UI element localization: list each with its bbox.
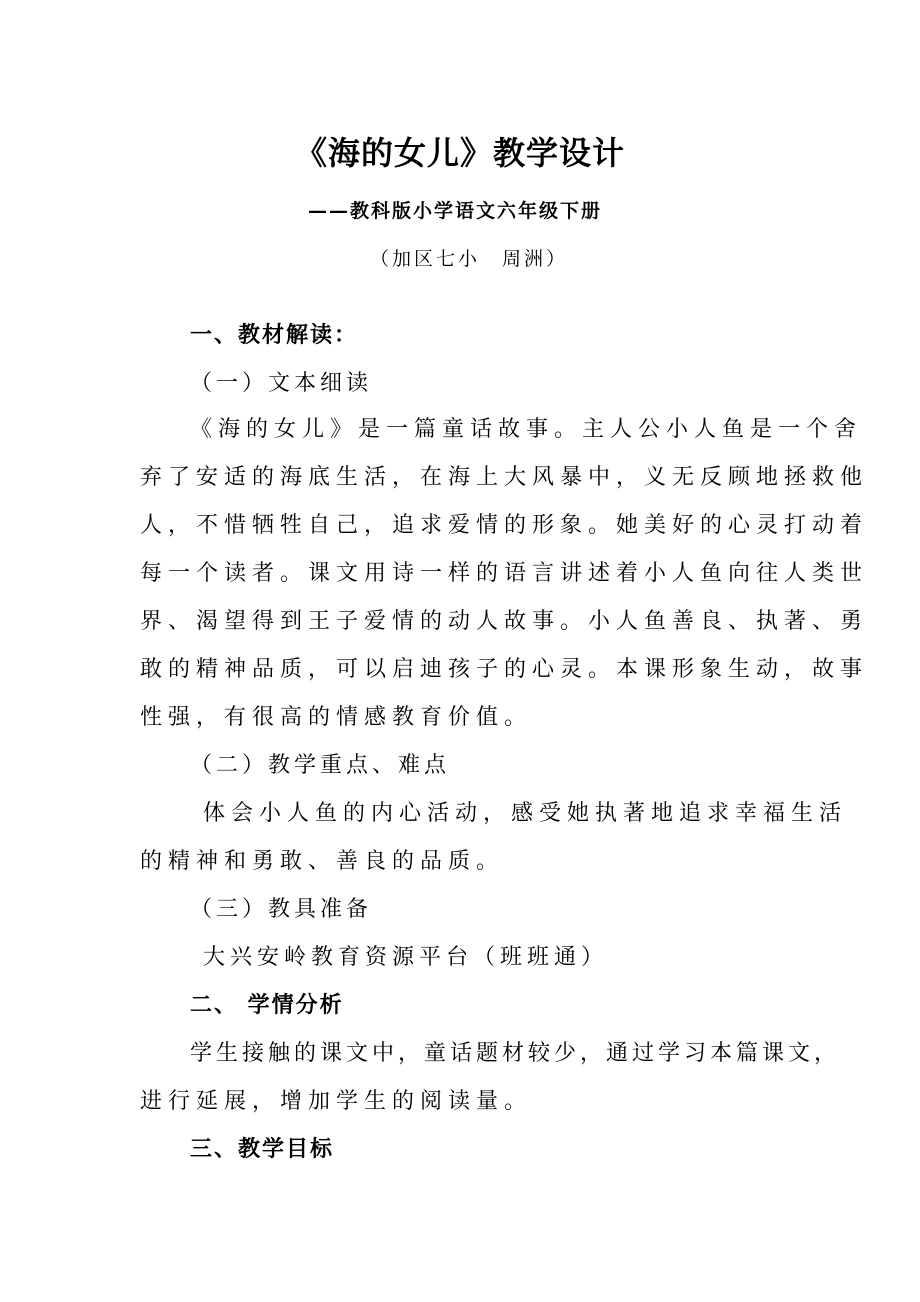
section-heading-3: 三、教学目标 (190, 1137, 335, 1162)
document-subtitle: ——教科版小学语文六年级下册 (308, 200, 603, 222)
paragraph-line: 大兴安岭教育资源平台（班班通） (203, 945, 609, 970)
paragraph-line: 学生接触的课文中，童话题材较少，通过学习本篇课文， (190, 1041, 841, 1066)
paragraph-line: 《海的女儿》是一篇童话故事。主人公小人鱼是一个舍 (190, 417, 863, 442)
subsection-heading-teaching-aids: （三）教具准备 (190, 897, 373, 922)
paragraph-line: 性强，有很高的情感教育价值。 (140, 705, 533, 730)
paragraph-line: 的精神和勇敢、善良的品质。 (140, 849, 505, 874)
paragraph-line: 敢的精神品质，可以启迪孩子的心灵。本课形象生动，故事 (140, 657, 869, 682)
paragraph-line: 人，不惜牺牲自己，追求爱情的形象。她美好的心灵打动着 (140, 513, 869, 538)
paragraph-line: 进行延展，增加学生的阅读量。 (140, 1089, 533, 1114)
document-title: 《海的女儿》教学设计 (294, 134, 625, 172)
subsection-heading-text-reading: （一）文本细读 (190, 371, 373, 396)
paragraph-line: 界、渴望得到王子爱情的动人故事。小人鱼善良、执著、勇 (140, 609, 869, 634)
paragraph-line: 体会小人鱼的内心活动，感受她执著地追求幸福生活 (203, 801, 848, 826)
subsection-heading-key-points: （二）教学重点、难点 (190, 753, 451, 778)
paragraph-line: 弃了安适的海底生活，在海上大风暴中，义无反顾地拯救他 (140, 465, 869, 490)
paragraph-line: 每一个读者。课文用诗一样的语言讲述着小人鱼向往人类世 (140, 561, 869, 586)
section-heading-2: 二、 学情分析 (190, 993, 344, 1018)
section-heading-1: 一、教材解读： (190, 323, 359, 348)
document-author: （加区七小 周洲） (370, 248, 569, 270)
